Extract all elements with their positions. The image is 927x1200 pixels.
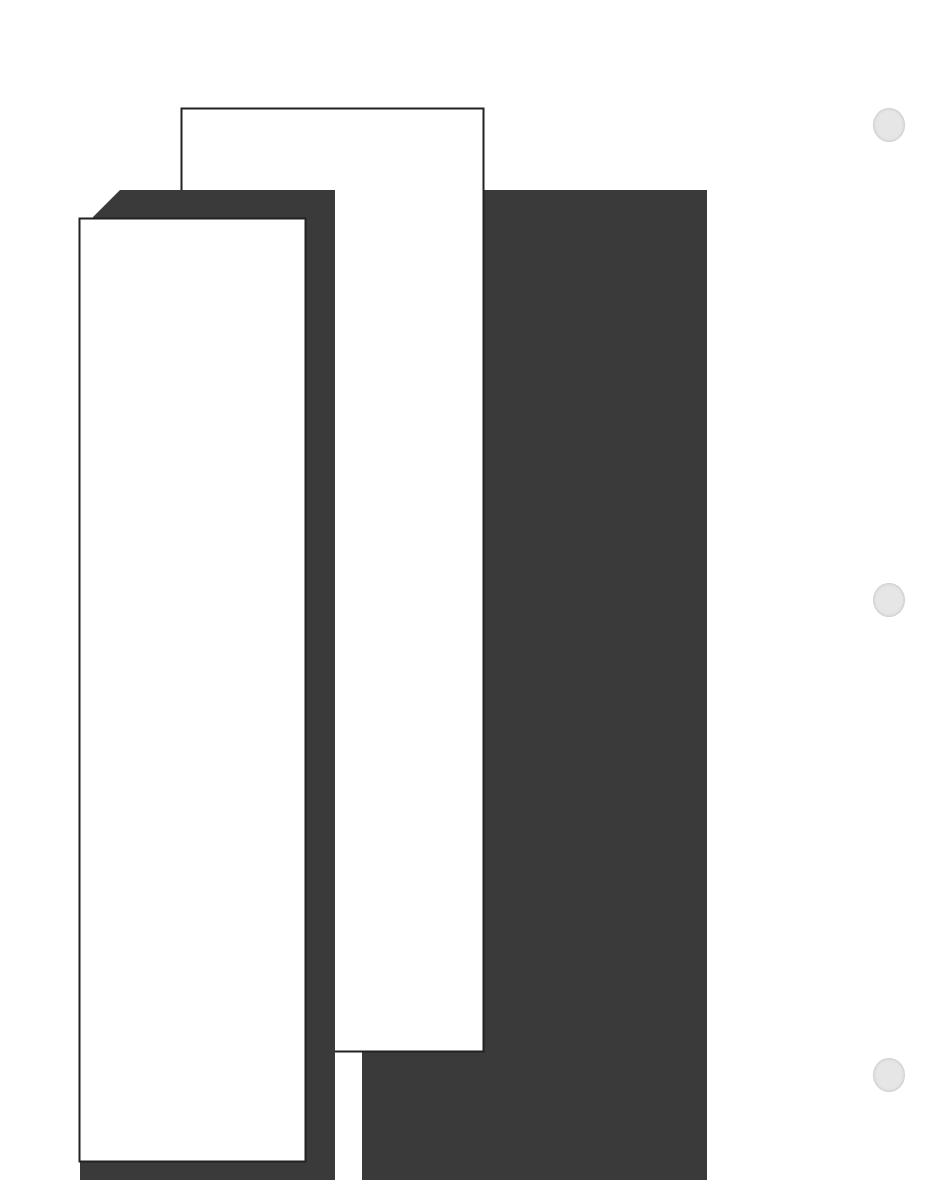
footer-book-info [560, 132, 805, 166]
punch-hole-top [873, 108, 905, 142]
instructions [722, 227, 762, 1087]
punch-hole-bottom [873, 1058, 905, 1092]
answer-grid [79, 218, 307, 1163]
punch-hole-middle [873, 583, 905, 617]
